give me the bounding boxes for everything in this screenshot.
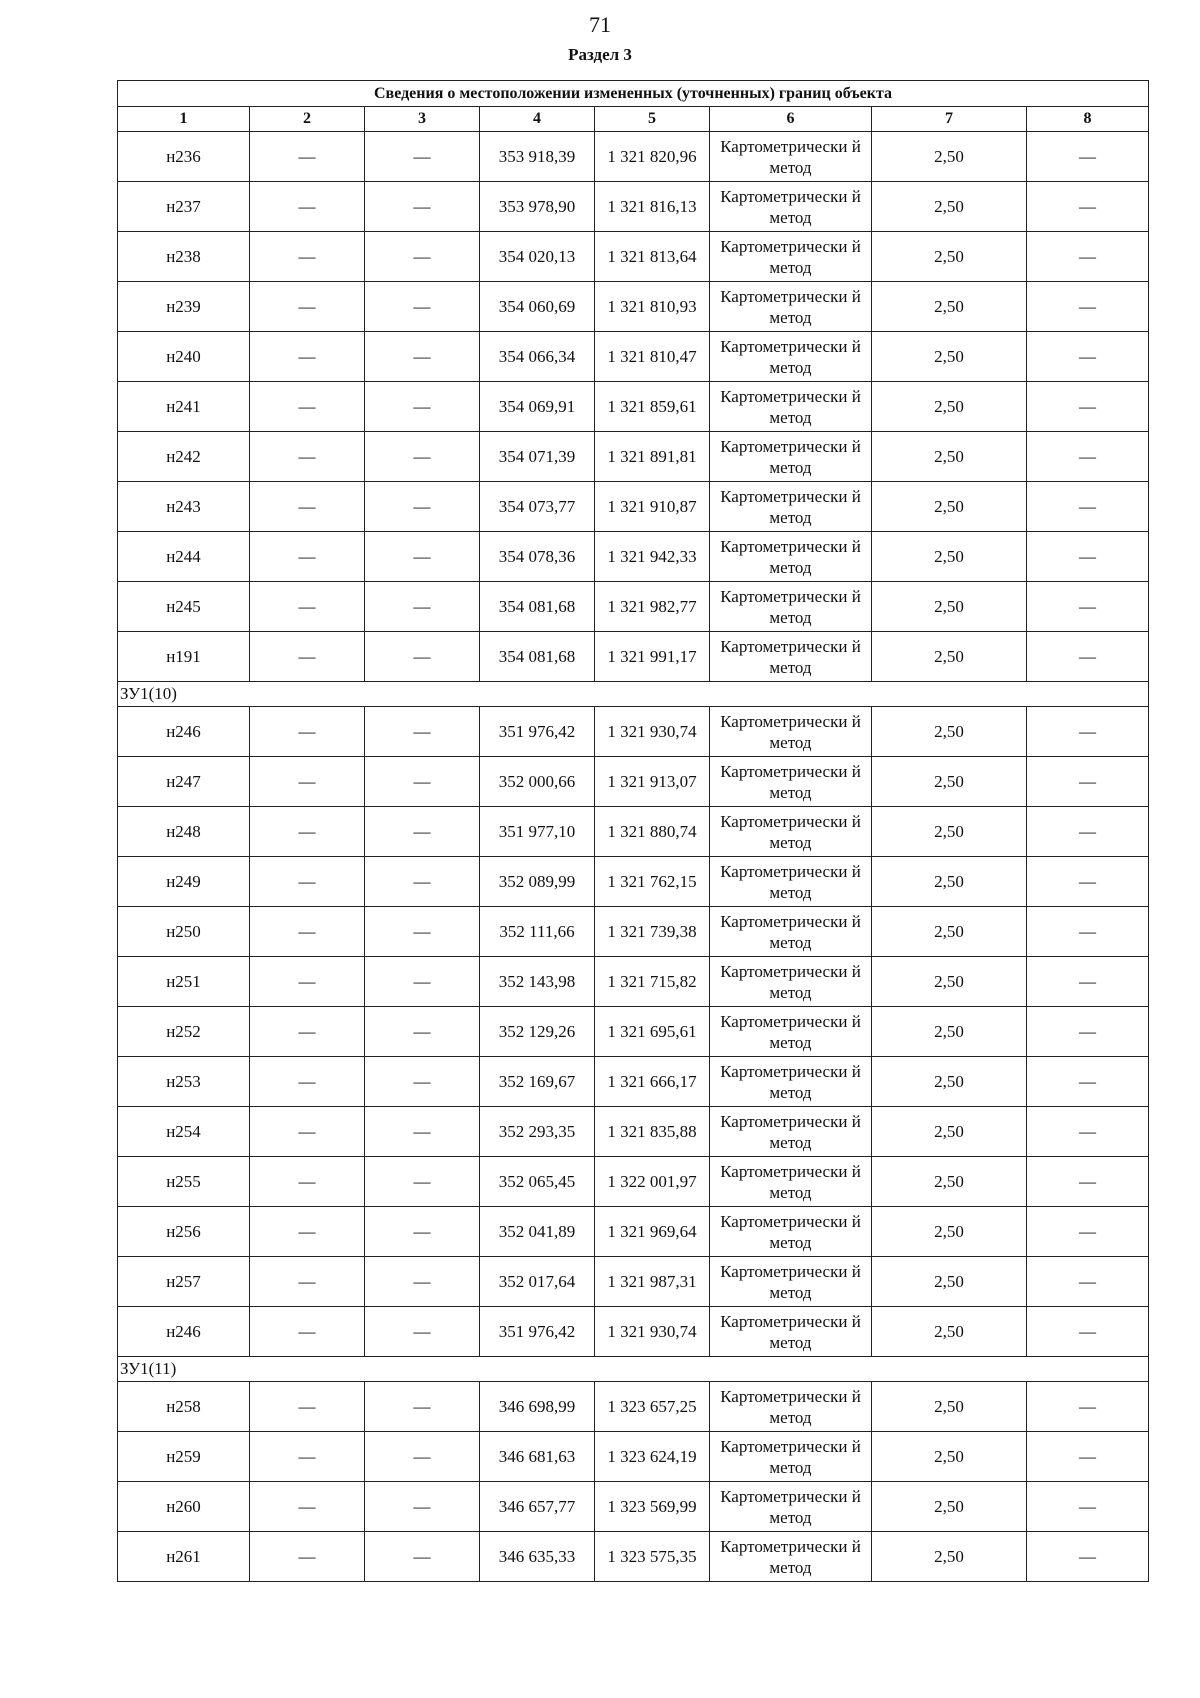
- cell-col2: —: [250, 132, 365, 182]
- cell-col8: —: [1027, 1257, 1149, 1307]
- cell-x-coordinate: 351 977,10: [480, 807, 595, 857]
- cell-col3: —: [365, 332, 480, 382]
- cell-accuracy: 2,50: [872, 1307, 1027, 1357]
- column-number-3: 3: [365, 107, 480, 132]
- cell-y-coordinate: 1 321 930,74: [595, 1307, 710, 1357]
- cell-col8: —: [1027, 1157, 1149, 1207]
- cell-point-name: н250: [118, 907, 250, 957]
- cell-col8: —: [1027, 432, 1149, 482]
- cell-col8: —: [1027, 1482, 1149, 1532]
- cell-point-name: н248: [118, 807, 250, 857]
- cell-point-name: н245: [118, 582, 250, 632]
- cell-method: Картометрически й метод: [710, 582, 872, 632]
- cell-y-coordinate: 1 321 913,07: [595, 757, 710, 807]
- cell-y-coordinate: 1 321 910,87: [595, 482, 710, 532]
- cell-col2: —: [250, 532, 365, 582]
- cell-y-coordinate: 1 321 810,47: [595, 332, 710, 382]
- cell-accuracy: 2,50: [872, 757, 1027, 807]
- column-number-row: [118, 107, 1149, 132]
- cell-x-coordinate: 354 071,39: [480, 432, 595, 482]
- cell-point-name: н261: [118, 1532, 250, 1582]
- table-row: [118, 807, 1149, 857]
- cell-col2: —: [250, 957, 365, 1007]
- cell-col3: —: [365, 482, 480, 532]
- cell-x-coordinate: 354 066,34: [480, 332, 595, 382]
- table-row: [118, 1007, 1149, 1057]
- group-label: ЗУ1(10): [118, 682, 1149, 707]
- cell-y-coordinate: 1 321 982,77: [595, 582, 710, 632]
- cell-col2: —: [250, 182, 365, 232]
- cell-x-coordinate: 354 081,68: [480, 632, 595, 682]
- cell-col8: —: [1027, 757, 1149, 807]
- cell-col2: —: [250, 1157, 365, 1207]
- cell-col2: —: [250, 1057, 365, 1107]
- cell-accuracy: 2,50: [872, 907, 1027, 957]
- cell-method: Картометрически й метод: [710, 907, 872, 957]
- cell-col8: —: [1027, 482, 1149, 532]
- cell-y-coordinate: 1 321 942,33: [595, 532, 710, 582]
- cell-y-coordinate: 1 321 810,93: [595, 282, 710, 332]
- cell-y-coordinate: 1 321 859,61: [595, 382, 710, 432]
- table-row: [118, 1107, 1149, 1157]
- cell-method: Картометрически й метод: [710, 532, 872, 582]
- column-number-8: 8: [1027, 107, 1149, 132]
- cell-point-name: н252: [118, 1007, 250, 1057]
- cell-col3: —: [365, 532, 480, 582]
- table-row: [118, 532, 1149, 582]
- cell-method: Картометрически й метод: [710, 1382, 872, 1432]
- cell-col8: —: [1027, 1432, 1149, 1482]
- cell-method: Картометрически й метод: [710, 1307, 872, 1357]
- cell-x-coordinate: 352 065,45: [480, 1157, 595, 1207]
- cell-col2: —: [250, 232, 365, 282]
- cell-col3: —: [365, 757, 480, 807]
- cell-y-coordinate: 1 321 666,17: [595, 1057, 710, 1107]
- cell-accuracy: 2,50: [872, 332, 1027, 382]
- cell-col8: —: [1027, 382, 1149, 432]
- cell-method: Картометрически й метод: [710, 1007, 872, 1057]
- group-row: [118, 682, 1149, 707]
- cell-col3: —: [365, 907, 480, 957]
- cell-method: Картометрически й метод: [710, 1532, 872, 1582]
- section-title: Раздел 3: [568, 45, 632, 64]
- cell-col3: —: [365, 382, 480, 432]
- column-number-6: 6: [710, 107, 872, 132]
- cell-col3: —: [365, 707, 480, 757]
- table-row: [118, 757, 1149, 807]
- column-number-2: 2: [250, 107, 365, 132]
- cell-point-name: н260: [118, 1482, 250, 1532]
- cell-x-coordinate: 354 073,77: [480, 482, 595, 532]
- cell-y-coordinate: 1 321 820,96: [595, 132, 710, 182]
- cell-x-coordinate: 352 129,26: [480, 1007, 595, 1057]
- cell-col8: —: [1027, 907, 1149, 957]
- cell-method: Картометрически й метод: [710, 1432, 872, 1482]
- cell-x-coordinate: 352 000,66: [480, 757, 595, 807]
- cell-accuracy: 2,50: [872, 807, 1027, 857]
- cell-y-coordinate: 1 323 569,99: [595, 1482, 710, 1532]
- cell-accuracy: 2,50: [872, 432, 1027, 482]
- cell-col2: —: [250, 1207, 365, 1257]
- cell-method: Картометрически й метод: [710, 957, 872, 1007]
- cell-point-name: н249: [118, 857, 250, 907]
- cell-y-coordinate: 1 321 715,82: [595, 957, 710, 1007]
- cell-col3: —: [365, 1157, 480, 1207]
- cell-col8: —: [1027, 532, 1149, 582]
- cell-col3: —: [365, 1382, 480, 1432]
- cell-col8: —: [1027, 1307, 1149, 1357]
- cell-accuracy: 2,50: [872, 1432, 1027, 1482]
- cell-method: Картометрически й метод: [710, 1207, 872, 1257]
- cell-method: Картометрически й метод: [710, 482, 872, 532]
- table-row: [118, 1382, 1149, 1432]
- cell-method: Картометрически й метод: [710, 132, 872, 182]
- table-row: [118, 907, 1149, 957]
- cell-method: Картометрически й метод: [710, 432, 872, 482]
- cell-method: Картометрически й метод: [710, 857, 872, 907]
- cell-accuracy: 2,50: [872, 632, 1027, 682]
- cell-col2: —: [250, 1307, 365, 1357]
- cell-y-coordinate: 1 323 575,35: [595, 1532, 710, 1582]
- cell-col8: —: [1027, 1107, 1149, 1157]
- cell-col2: —: [250, 1007, 365, 1057]
- cell-method: Картометрически й метод: [710, 382, 872, 432]
- cell-col2: —: [250, 482, 365, 532]
- cell-x-coordinate: 352 089,99: [480, 857, 595, 907]
- table-row: [118, 1532, 1149, 1582]
- cell-col3: —: [365, 132, 480, 182]
- cell-method: Картометрически й метод: [710, 632, 872, 682]
- cell-point-name: н238: [118, 232, 250, 282]
- cell-x-coordinate: 346 657,77: [480, 1482, 595, 1532]
- cell-col3: —: [365, 1107, 480, 1157]
- table-row: [118, 1157, 1149, 1207]
- cell-point-name: н244: [118, 532, 250, 582]
- cell-point-name: н237: [118, 182, 250, 232]
- cell-point-name: н251: [118, 957, 250, 1007]
- cell-col3: —: [365, 432, 480, 482]
- table-row: [118, 1057, 1149, 1107]
- cell-x-coordinate: 352 017,64: [480, 1257, 595, 1307]
- cell-col2: —: [250, 807, 365, 857]
- cell-accuracy: 2,50: [872, 382, 1027, 432]
- page-number: 71: [589, 12, 611, 37]
- cell-accuracy: 2,50: [872, 532, 1027, 582]
- cell-y-coordinate: 1 323 624,19: [595, 1432, 710, 1482]
- cell-accuracy: 2,50: [872, 1157, 1027, 1207]
- cell-y-coordinate: 1 321 695,61: [595, 1007, 710, 1057]
- cell-point-name: н246: [118, 707, 250, 757]
- cell-col2: —: [250, 382, 365, 432]
- cell-col3: —: [365, 1207, 480, 1257]
- cell-method: Картометрически й метод: [710, 182, 872, 232]
- table-row: [118, 632, 1149, 682]
- cell-col2: —: [250, 1107, 365, 1157]
- column-number-5: 5: [595, 107, 710, 132]
- cell-y-coordinate: 1 321 762,15: [595, 857, 710, 907]
- cell-col8: —: [1027, 1532, 1149, 1582]
- cell-point-name: н236: [118, 132, 250, 182]
- cell-accuracy: 2,50: [872, 1057, 1027, 1107]
- cell-accuracy: 2,50: [872, 707, 1027, 757]
- cell-col3: —: [365, 1307, 480, 1357]
- cell-col3: —: [365, 1057, 480, 1107]
- table-row: [118, 1432, 1149, 1482]
- table-row: [118, 582, 1149, 632]
- cell-col2: —: [250, 582, 365, 632]
- cell-method: Картометрически й метод: [710, 1057, 872, 1107]
- table-title: Сведения о местоположении измененных (уточненных) границ объекта: [118, 81, 1149, 107]
- cell-y-coordinate: 1 321 816,13: [595, 182, 710, 232]
- boundary-table: [117, 80, 1149, 1582]
- cell-method: Картометрически й метод: [710, 757, 872, 807]
- cell-col2: —: [250, 707, 365, 757]
- cell-col8: —: [1027, 957, 1149, 1007]
- cell-accuracy: 2,50: [872, 132, 1027, 182]
- cell-col8: —: [1027, 232, 1149, 282]
- cell-point-name: н258: [118, 1382, 250, 1432]
- table-row: [118, 132, 1149, 182]
- cell-x-coordinate: 353 978,90: [480, 182, 595, 232]
- cell-y-coordinate: 1 322 001,97: [595, 1157, 710, 1207]
- cell-col8: —: [1027, 132, 1149, 182]
- cell-point-name: н243: [118, 482, 250, 532]
- cell-col2: —: [250, 632, 365, 682]
- cell-point-name: н255: [118, 1157, 250, 1207]
- cell-col2: —: [250, 1382, 365, 1432]
- cell-y-coordinate: 1 321 891,81: [595, 432, 710, 482]
- table-row: [118, 1482, 1149, 1532]
- table-row: [118, 432, 1149, 482]
- cell-point-name: н256: [118, 1207, 250, 1257]
- cell-y-coordinate: 1 321 739,38: [595, 907, 710, 957]
- cell-method: Картометрически й метод: [710, 332, 872, 382]
- cell-col2: —: [250, 432, 365, 482]
- group-label: ЗУ1(11): [118, 1357, 1149, 1382]
- table-row: [118, 1307, 1149, 1357]
- cell-col2: —: [250, 1482, 365, 1532]
- cell-col3: —: [365, 957, 480, 1007]
- cell-accuracy: 2,50: [872, 1007, 1027, 1057]
- cell-point-name: н239: [118, 282, 250, 332]
- cell-point-name: н257: [118, 1257, 250, 1307]
- cell-x-coordinate: 351 976,42: [480, 707, 595, 757]
- cell-x-coordinate: 352 041,89: [480, 1207, 595, 1257]
- cell-col2: —: [250, 857, 365, 907]
- cell-col2: —: [250, 907, 365, 957]
- cell-accuracy: 2,50: [872, 182, 1027, 232]
- cell-col3: —: [365, 857, 480, 907]
- cell-col2: —: [250, 757, 365, 807]
- cell-col8: —: [1027, 807, 1149, 857]
- cell-col8: —: [1027, 707, 1149, 757]
- cell-col8: —: [1027, 1207, 1149, 1257]
- cell-method: Картометрически й метод: [710, 1157, 872, 1207]
- cell-col8: —: [1027, 1382, 1149, 1432]
- cell-method: Картометрически й метод: [710, 232, 872, 282]
- cell-y-coordinate: 1 321 987,31: [595, 1257, 710, 1307]
- cell-point-name: н253: [118, 1057, 250, 1107]
- cell-accuracy: 2,50: [872, 957, 1027, 1007]
- cell-col2: —: [250, 1532, 365, 1582]
- cell-x-coordinate: 354 069,91: [480, 382, 595, 432]
- table-row: [118, 707, 1149, 757]
- cell-col3: —: [365, 182, 480, 232]
- cell-col3: —: [365, 282, 480, 332]
- table-row: [118, 482, 1149, 532]
- cell-y-coordinate: 1 321 930,74: [595, 707, 710, 757]
- cell-point-name: н259: [118, 1432, 250, 1482]
- cell-accuracy: 2,50: [872, 1207, 1027, 1257]
- cell-point-name: н191: [118, 632, 250, 682]
- cell-accuracy: 2,50: [872, 232, 1027, 282]
- cell-y-coordinate: 1 321 880,74: [595, 807, 710, 857]
- column-number-1: 1: [118, 107, 250, 132]
- cell-method: Картометрически й метод: [710, 1482, 872, 1532]
- group-row: [118, 1357, 1149, 1382]
- cell-x-coordinate: 352 143,98: [480, 957, 595, 1007]
- cell-y-coordinate: 1 321 969,64: [595, 1207, 710, 1257]
- cell-col8: —: [1027, 582, 1149, 632]
- cell-x-coordinate: 354 078,36: [480, 532, 595, 582]
- cell-x-coordinate: 354 081,68: [480, 582, 595, 632]
- cell-accuracy: 2,50: [872, 1257, 1027, 1307]
- cell-accuracy: 2,50: [872, 282, 1027, 332]
- cell-point-name: н241: [118, 382, 250, 432]
- cell-col3: —: [365, 632, 480, 682]
- cell-col3: —: [365, 582, 480, 632]
- table-row: [118, 282, 1149, 332]
- cell-x-coordinate: 351 976,42: [480, 1307, 595, 1357]
- table-row: [118, 232, 1149, 282]
- cell-col3: —: [365, 807, 480, 857]
- cell-accuracy: 2,50: [872, 1382, 1027, 1432]
- cell-accuracy: 2,50: [872, 1532, 1027, 1582]
- table-body: [118, 132, 1149, 1582]
- cell-point-name: н242: [118, 432, 250, 482]
- column-number-7: 7: [872, 107, 1027, 132]
- cell-point-name: н246: [118, 1307, 250, 1357]
- cell-point-name: н240: [118, 332, 250, 382]
- cell-accuracy: 2,50: [872, 582, 1027, 632]
- cell-x-coordinate: 346 635,33: [480, 1532, 595, 1582]
- cell-point-name: н247: [118, 757, 250, 807]
- cell-col8: —: [1027, 332, 1149, 382]
- cell-method: Картометрически й метод: [710, 282, 872, 332]
- cell-col2: —: [250, 1432, 365, 1482]
- cell-col2: —: [250, 1257, 365, 1307]
- cell-accuracy: 2,50: [872, 1482, 1027, 1532]
- table-row: [118, 1207, 1149, 1257]
- cell-accuracy: 2,50: [872, 857, 1027, 907]
- cell-col2: —: [250, 282, 365, 332]
- column-number-4: 4: [480, 107, 595, 132]
- cell-y-coordinate: 1 323 657,25: [595, 1382, 710, 1432]
- cell-col8: —: [1027, 632, 1149, 682]
- cell-x-coordinate: 352 169,67: [480, 1057, 595, 1107]
- cell-x-coordinate: 352 111,66: [480, 907, 595, 957]
- cell-method: Картометрически й метод: [710, 807, 872, 857]
- cell-col3: —: [365, 1257, 480, 1307]
- cell-col2: —: [250, 332, 365, 382]
- cell-y-coordinate: 1 321 813,64: [595, 232, 710, 282]
- cell-accuracy: 2,50: [872, 482, 1027, 532]
- cell-col3: —: [365, 1532, 480, 1582]
- cell-accuracy: 2,50: [872, 1107, 1027, 1157]
- cell-col3: —: [365, 1432, 480, 1482]
- table-row: [118, 382, 1149, 432]
- cell-col8: —: [1027, 1057, 1149, 1107]
- cell-col3: —: [365, 1482, 480, 1532]
- table-row: [118, 332, 1149, 382]
- cell-x-coordinate: 346 681,63: [480, 1432, 595, 1482]
- cell-col8: —: [1027, 182, 1149, 232]
- cell-col8: —: [1027, 282, 1149, 332]
- cell-x-coordinate: 354 060,69: [480, 282, 595, 332]
- cell-x-coordinate: 346 698,99: [480, 1382, 595, 1432]
- cell-y-coordinate: 1 321 991,17: [595, 632, 710, 682]
- table-row: [118, 957, 1149, 1007]
- table-row: [118, 857, 1149, 907]
- cell-method: Картометрически й метод: [710, 707, 872, 757]
- cell-x-coordinate: 352 293,35: [480, 1107, 595, 1157]
- cell-method: Картометрически й метод: [710, 1257, 872, 1307]
- cell-x-coordinate: 353 918,39: [480, 132, 595, 182]
- cell-col8: —: [1027, 1007, 1149, 1057]
- cell-y-coordinate: 1 321 835,88: [595, 1107, 710, 1157]
- cell-x-coordinate: 354 020,13: [480, 232, 595, 282]
- table-row: [118, 182, 1149, 232]
- table-row: [118, 1257, 1149, 1307]
- cell-col3: —: [365, 1007, 480, 1057]
- cell-method: Картометрически й метод: [710, 1107, 872, 1157]
- cell-col3: —: [365, 232, 480, 282]
- cell-point-name: н254: [118, 1107, 250, 1157]
- cell-col8: —: [1027, 857, 1149, 907]
